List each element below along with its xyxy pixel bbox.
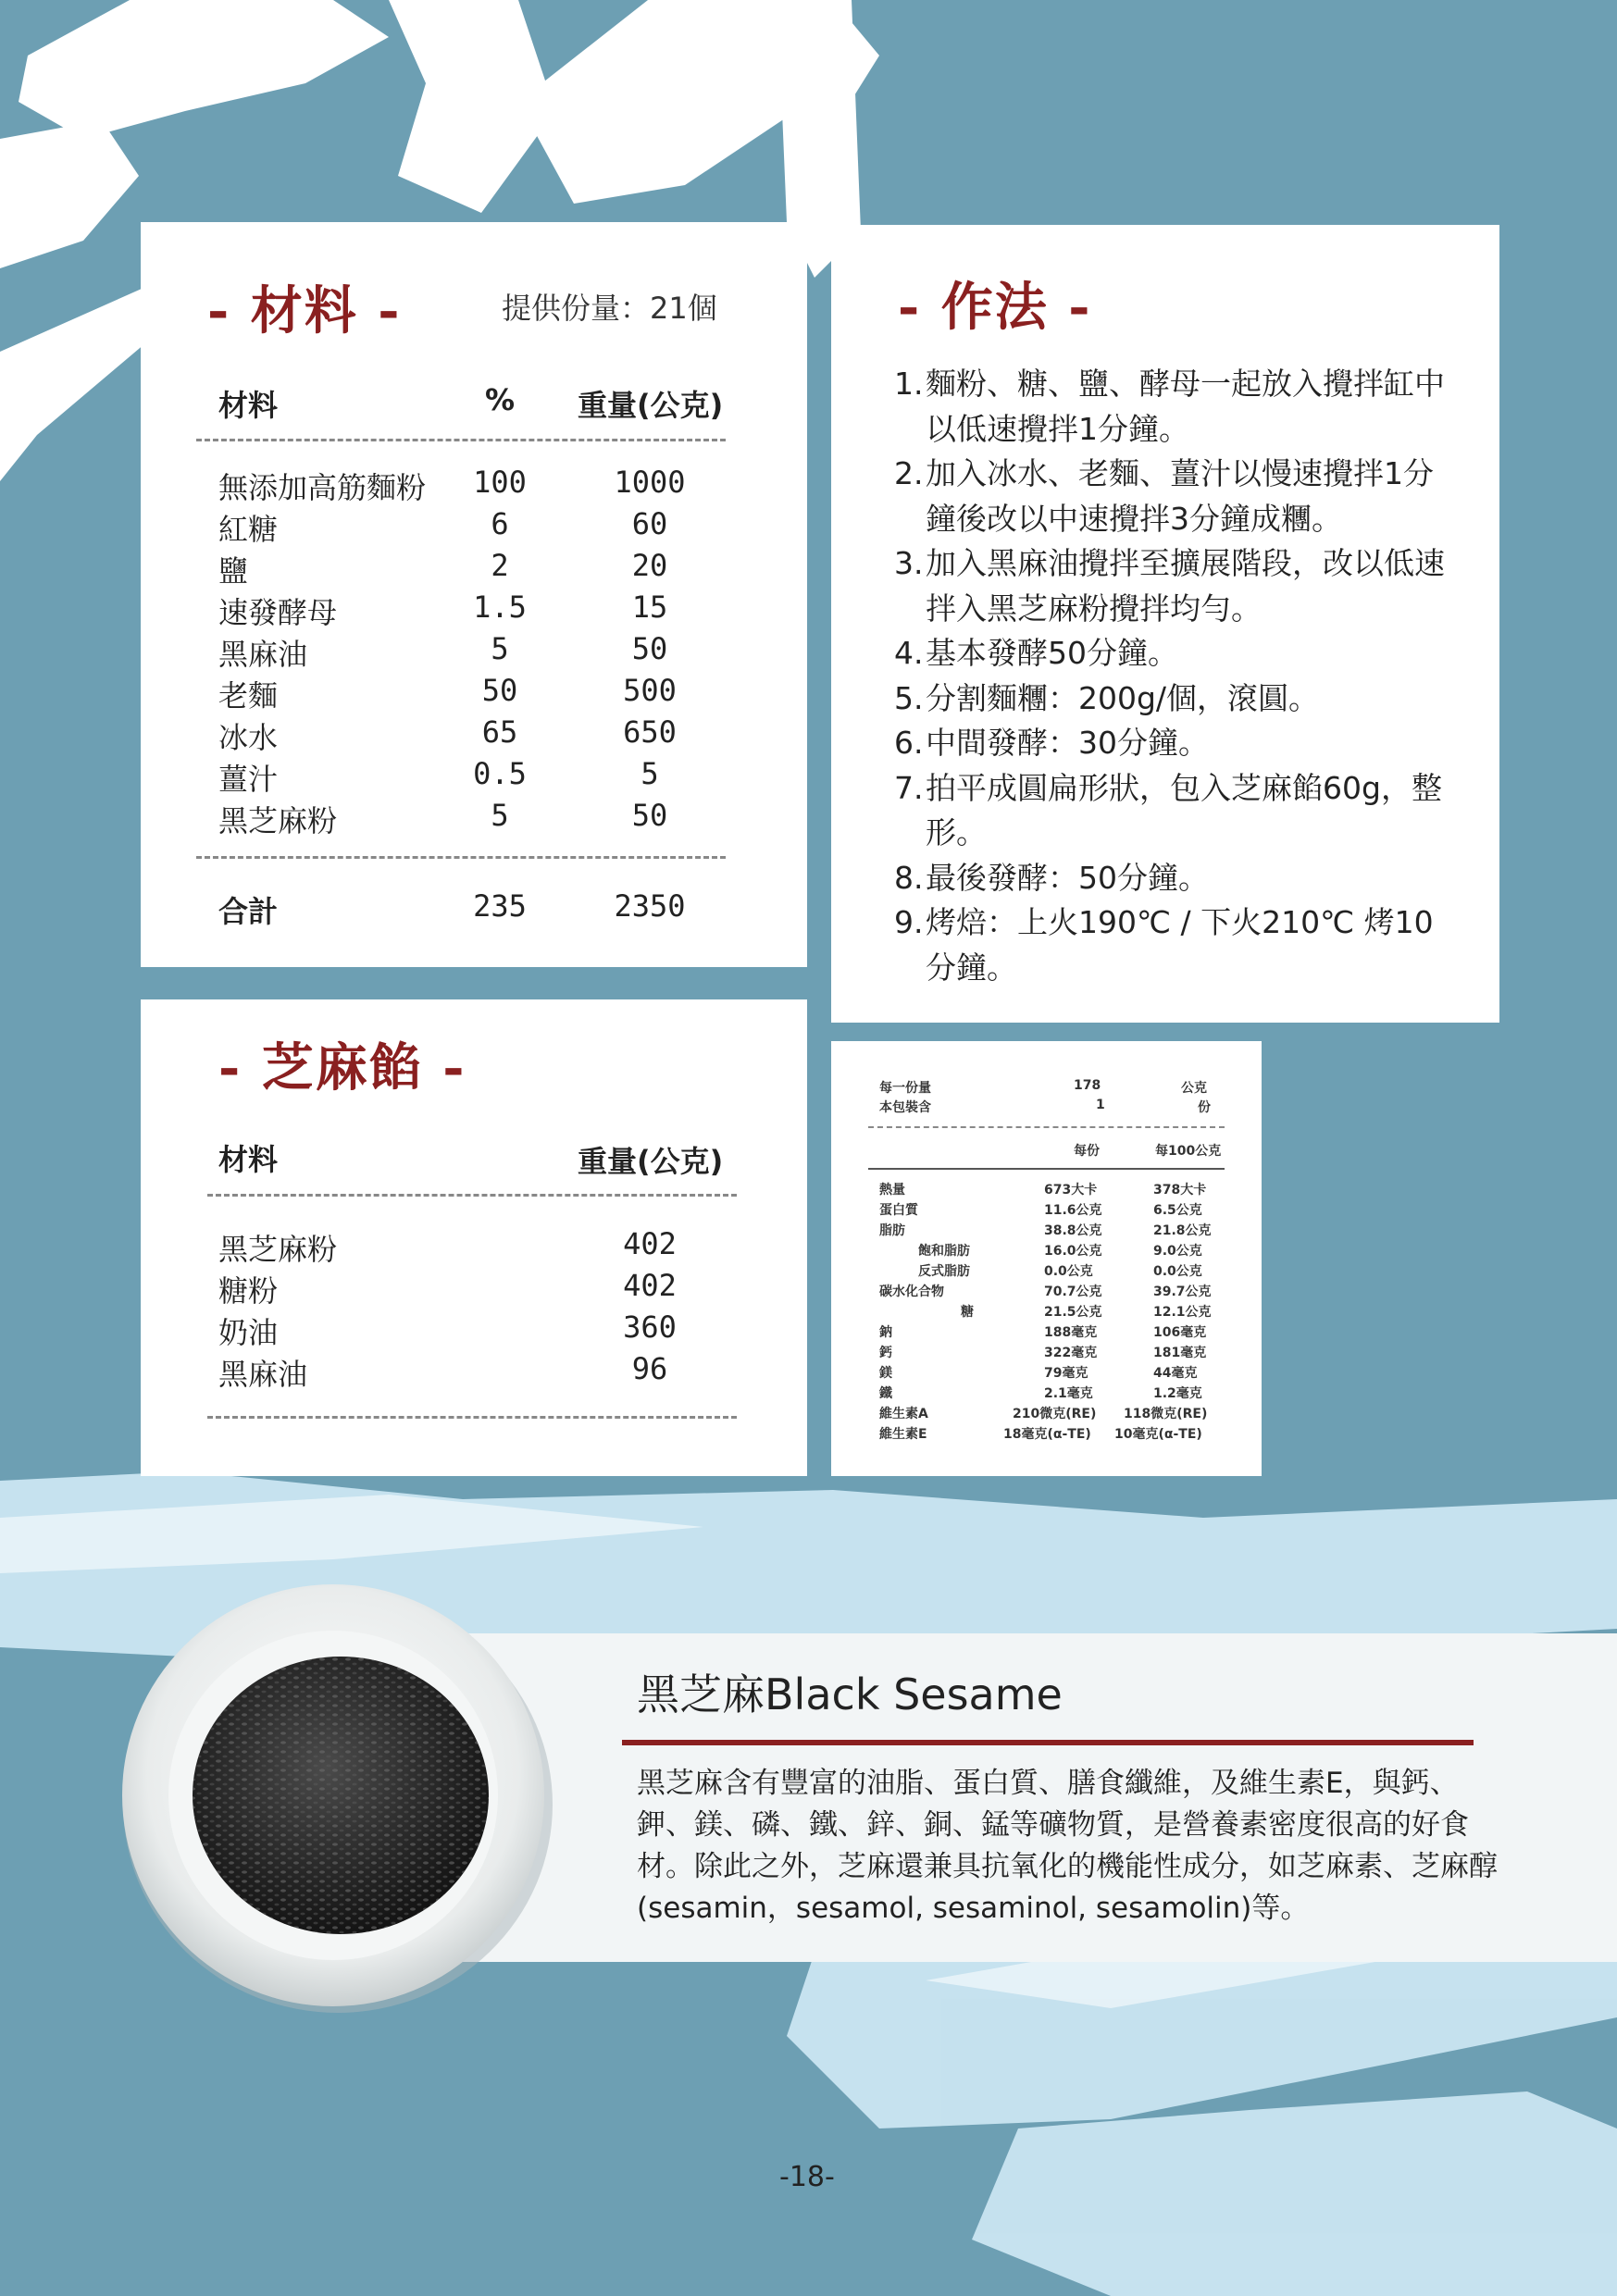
ingredient-name: 黑麻油 <box>218 637 308 672</box>
ingredient-name: 黑麻油 <box>218 1357 308 1392</box>
info-body: 黑芝麻含有豐富的油脂、蛋白質、膳食纖維，及維生素E，與鈣、鉀、鎂、磷、鐵、鋅、銅、錳等礦物質，是營養素密度很高的好食材。除此之外，芝麻還兼具抗氧化的機能性成分，如芝麻素、芝麻醇(sesamin，sesamol, sesaminol, sesamolin)等。 <box>637 1767 1498 1925</box>
ingredient-name: 黑芝麻粉 <box>218 803 338 838</box>
table-row <box>141 548 807 589</box>
sesame-bowl-image <box>111 1573 565 2017</box>
method-card <box>831 225 1499 1023</box>
ingredient-name: 無添加高筋麵粉 <box>218 470 427 505</box>
ingredient-weight: 20 <box>631 548 668 583</box>
step-item: 8. 最後發酵：50分鐘。 <box>894 859 1209 896</box>
materials-header-weight: 重量(公克) <box>578 388 724 423</box>
nutrient-row: 鈣 322毫克 181毫克 <box>879 1346 1207 1360</box>
nutrient-row: 維生素E 18毫克(α-TE) 10毫克(α-TE) <box>879 1427 1202 1442</box>
info-title: 黑芝麻Black Sesame <box>637 1669 1063 1719</box>
ingredient-name: 鹽 <box>218 553 249 589</box>
accent-rule <box>622 1740 1474 1745</box>
ingredient-percent: 50 <box>481 673 518 708</box>
step-item: 9. 烤焙：上火190℃ / 下火210℃ 烤10分鐘。 <box>894 904 1434 986</box>
nutrient-row: 碳水化合物 70.7公克 39.7公克 <box>879 1285 1212 1299</box>
ingredient-percent: 5 <box>491 631 509 666</box>
divider <box>196 439 726 441</box>
divider <box>196 856 726 859</box>
materials-header-name: 材料 <box>218 388 279 423</box>
ingredient-weight: 15 <box>631 590 668 625</box>
filling-header-weight: 重量(公克) <box>578 1144 724 1179</box>
step-item: 3. 加入黑麻油攪拌至擴展階段，改以低速拌入黑芝麻粉攪拌均勻。 <box>894 545 1445 627</box>
ingredient-name: 紅糖 <box>218 512 279 547</box>
page-number: -18- <box>779 2161 835 2193</box>
nutrient-row: 鎂 79毫克 44毫克 <box>879 1366 1198 1381</box>
ingredient-weight: 60 <box>631 506 668 541</box>
ingredient-percent: 65 <box>481 714 518 750</box>
table-row <box>141 756 807 797</box>
step-item: 7. 拍平成圓扁形狀，包入芝麻餡60g，整形。 <box>894 769 1442 850</box>
ingredient-percent: 5 <box>491 798 509 833</box>
nutrition-rows <box>831 1180 1262 1445</box>
ingredient-percent: 1.5 <box>473 590 527 625</box>
filling-header-name: 材料 <box>218 1142 279 1177</box>
divider <box>868 1168 1225 1170</box>
col-per-100g: 每100公克 <box>1155 1144 1222 1159</box>
nutrient-row: 熱量 673大卡 378大卡 <box>879 1183 1207 1198</box>
ingredient-name: 老麵 <box>218 678 279 714</box>
ingredient-weight: 402 <box>623 1268 677 1303</box>
ingredient-name: 黑芝麻粉 <box>218 1232 338 1267</box>
nutrient-row: 反式脂肪 0.0公克 0.0公克 <box>918 1264 1202 1279</box>
total-percent: 235 <box>473 888 527 924</box>
table-row <box>141 631 807 672</box>
table-row <box>141 590 807 630</box>
filling-card <box>141 999 807 1476</box>
ingredient-percent: 100 <box>473 465 527 500</box>
ingredient-weight: 650 <box>623 714 677 750</box>
table-row <box>141 506 807 547</box>
ingredient-weight: 96 <box>631 1351 668 1386</box>
pack-unit: 份 <box>1198 1100 1211 1115</box>
nutrient-row: 鈉 188毫克 106毫克 <box>879 1325 1207 1340</box>
ingredient-weight: 1000 <box>614 465 686 500</box>
table-row <box>141 798 807 838</box>
filling-title: - 芝麻餡 - <box>218 1037 466 1098</box>
nutrient-row: 脂肪 38.8公克 21.8公克 <box>879 1223 1212 1238</box>
ingredient-percent: 2 <box>491 548 509 583</box>
divider <box>207 1416 737 1419</box>
total-weight: 2350 <box>614 888 686 924</box>
ingredient-weight: 50 <box>631 631 668 666</box>
nutrient-row: 維生素A 210微克(RE) 118微克(RE) <box>879 1407 1208 1421</box>
col-per-serving: 每份 <box>1074 1144 1100 1159</box>
table-row <box>141 1309 807 1350</box>
serving-unit: 公克 <box>1181 1081 1207 1096</box>
ingredient-name: 冰水 <box>218 720 279 755</box>
ingredient-weight: 360 <box>623 1309 677 1345</box>
nutrition-card <box>831 1041 1262 1476</box>
nutrient-row: 鐵 2.1毫克 1.2毫克 <box>879 1386 1202 1401</box>
ingredient-weight: 402 <box>623 1226 677 1261</box>
divider <box>207 1194 737 1197</box>
step-item: 4. 基本發酵50分鐘。 <box>894 635 1178 671</box>
ingredient-name: 速發酵母 <box>218 595 338 630</box>
step-item: 6. 中間發酵：30分鐘。 <box>894 725 1209 761</box>
table-row <box>141 1351 807 1392</box>
pack-label: 本包裝含 <box>879 1100 931 1115</box>
step-item: 1. 麵粉、糖、鹽、酵母一起放入攪拌缸中以低速攪拌1分鐘。 <box>894 366 1445 447</box>
nutrient-row: 糖 21.5公克 12.1公克 <box>961 1305 1212 1320</box>
ingredient-weight: 500 <box>623 673 677 708</box>
ingredient-weight: 5 <box>641 756 659 791</box>
table-row <box>141 1268 807 1309</box>
ingredient-name: 奶油 <box>218 1315 279 1350</box>
total-row <box>141 888 807 929</box>
materials-title: - 材料 - <box>207 280 402 341</box>
ingredient-percent: 6 <box>491 506 509 541</box>
step-item: 5. 分割麵糰：200g/個，滾圓。 <box>894 679 1320 716</box>
materials-table <box>141 222 807 967</box>
step-item: 2. 加入冰水、老麵、薑汁以慢速攪拌1分鐘後改以中速攪拌3分鐘成糰。 <box>894 455 1434 537</box>
table-row <box>141 673 807 714</box>
serving-value: 178 <box>1074 1078 1101 1093</box>
materials-card <box>141 222 807 967</box>
nutrient-row: 飽和脂肪 16.0公克 9.0公克 <box>918 1244 1202 1259</box>
table-row <box>141 465 807 505</box>
ingredient-name: 薑汁 <box>218 762 279 797</box>
ingredient-name: 糖粉 <box>218 1273 279 1309</box>
ingredient-weight: 50 <box>631 798 668 833</box>
table-row <box>141 714 807 755</box>
divider <box>868 1126 1225 1128</box>
ingredient-percent: 0.5 <box>473 756 527 791</box>
table-row <box>141 1226 807 1267</box>
materials-header-percent: % <box>485 382 516 417</box>
nutrient-row: 蛋白質 11.6公克 6.5公克 <box>879 1203 1202 1218</box>
pack-value: 1 <box>1096 1098 1105 1112</box>
servings-label: 提供份量：21個 <box>502 291 717 326</box>
serving-label: 每一份量 <box>879 1081 931 1096</box>
method-title: - 作法 - <box>898 277 1092 338</box>
total-label: 合計 <box>218 894 279 929</box>
method-steps <box>894 362 1449 990</box>
